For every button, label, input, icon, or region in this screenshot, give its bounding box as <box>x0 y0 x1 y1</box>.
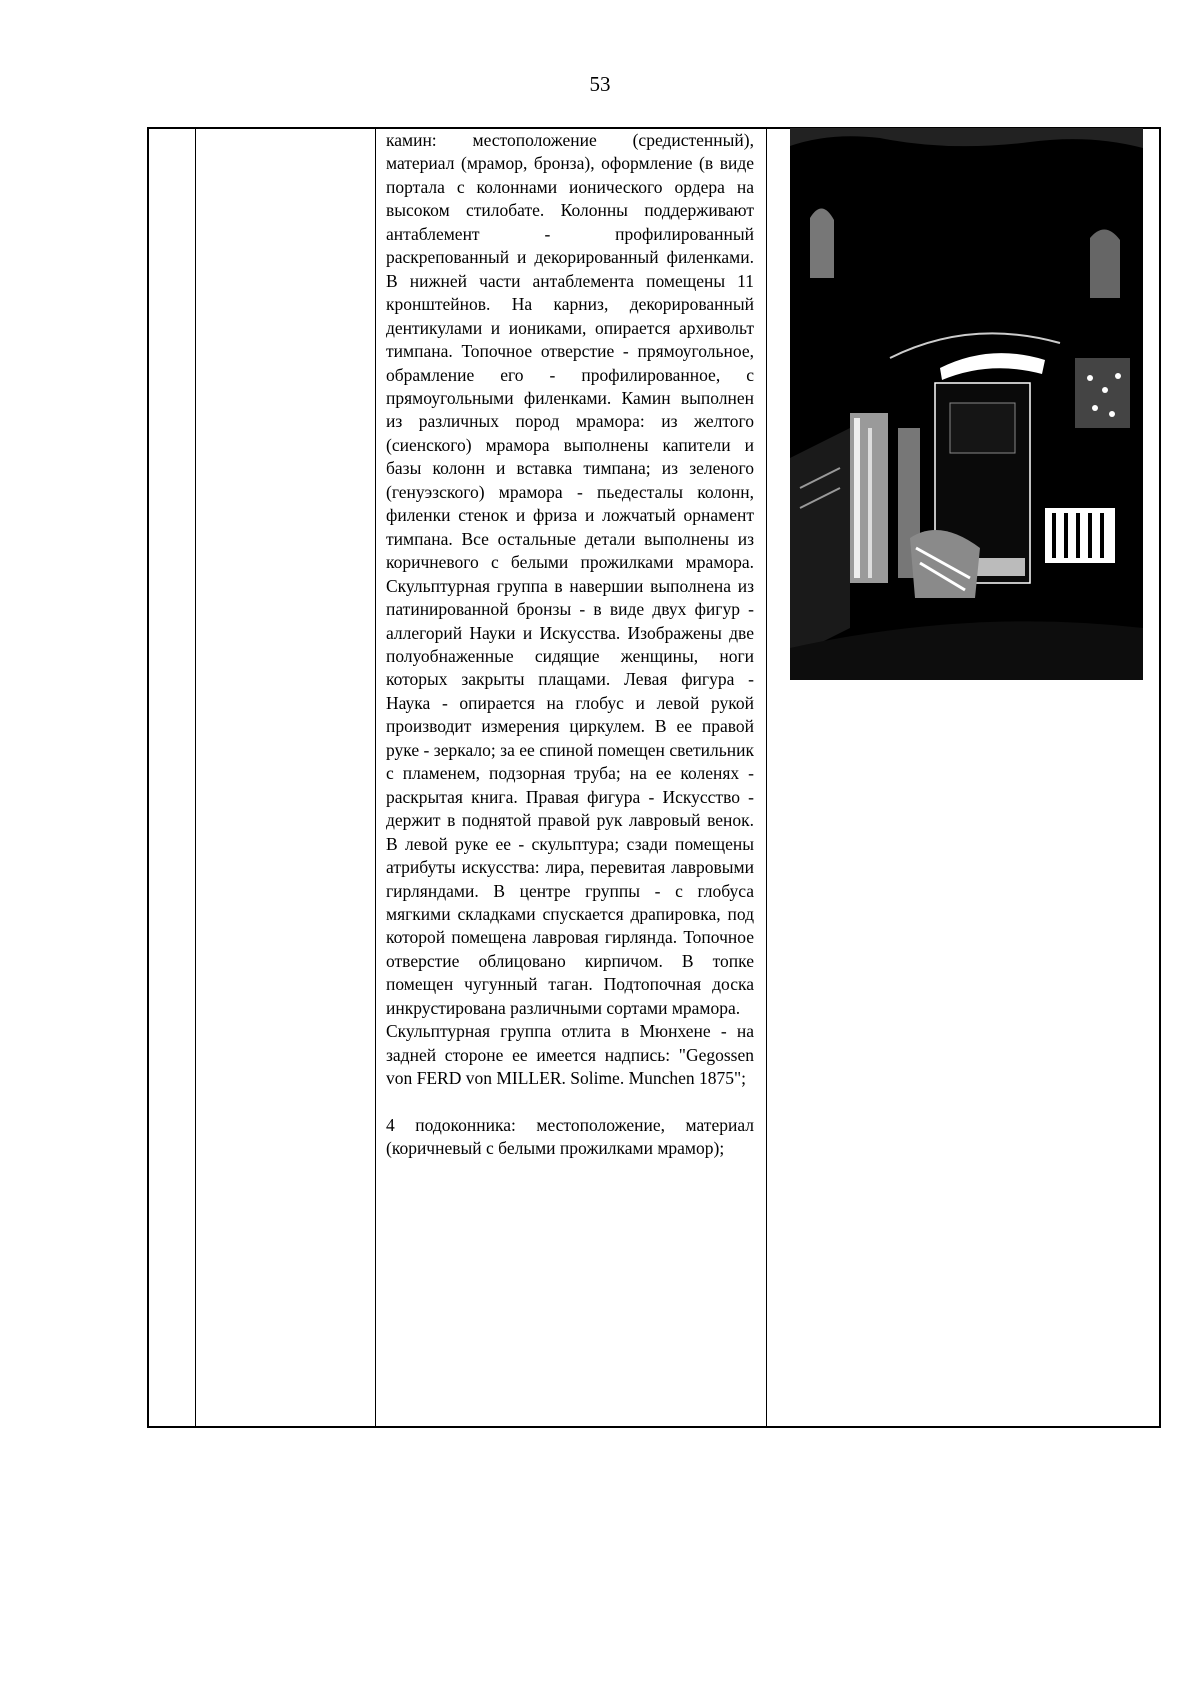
page-number: 53 <box>589 72 611 96</box>
column-divider-2 <box>375 129 376 1426</box>
description-cell <box>386 129 754 1160</box>
fireplace-description: камин: местоположение (средистенный), материал (мрамор, бронза), оформление (в виде портала с колоннами ионического ордера на высоком стилобате. Колонны поддерживают антаблемент - профилированный раскрепованный и декорированный филенками. В нижней части антаблемента помещены 11 кронштейнов. На карниз, декорированный дентикулами и иониками, опирается архивольт тимпана. Топочное отверстие - прямоугольное, обрамление его - профилированное, с прямоугольными филенками. Камин выполнен из различных пород мрамора: из желтого (сиенского) мрамора выполнены капители и базы колонн и вставка тимпана; из зеленого (генуэзского) мрамора - пьедесталы колонн, филенки стенок и фриза и ложчатый орнамент тимпана. Все остальные детали выполнены из коричневого с белыми прожилками мрамора. Скульптурная группа в навершии выполнена из патинированной бронзы - в виде двух фигур - аллегорий Науки и Искусства. Изображены две полуобнаженные сидящие женщины, ноги которых закрыты плащами. Левая фигура - Наука - опирается на глобус и левой рукой производит измерения циркулем. В ее правой руке - зеркало; за ее спиной помещен светильник с пламенем, подзорная труба; на ее коленях - раскрытая книга. Правая фигура - Искусство - держит в поднятой правой рук лавровый венок. В левой руке ее - скульптура; сзади помещены атрибуты искусства: лира, перевитая лавровыми гирляндами. В центре группы - с глобуса мягкими складками спускается драпировка, под которой помещена лавровая гирлянда. Топочное отверстие облицовано кирпичом. В топке помещен чугунный таган. Подтопочная доска инкрустирована различными сортами мрамора. <box>386 130 754 1018</box>
windowsill-description: 4 подоконника: местоположение, материал (коричневый с белыми прожилками мрамор); <box>386 1114 754 1159</box>
interior-photo <box>790 128 1143 680</box>
column-divider-3 <box>766 129 767 1426</box>
casting-inscription: Скульптурная группа отлита в Мюнхене - на задней стороне ее имеется надпись: "Gegossen von FERD von MILLER. Solime. Munchen 1875"; <box>386 1021 754 1089</box>
interior-photo-icon <box>790 128 1143 680</box>
column-divider-1 <box>195 129 196 1426</box>
